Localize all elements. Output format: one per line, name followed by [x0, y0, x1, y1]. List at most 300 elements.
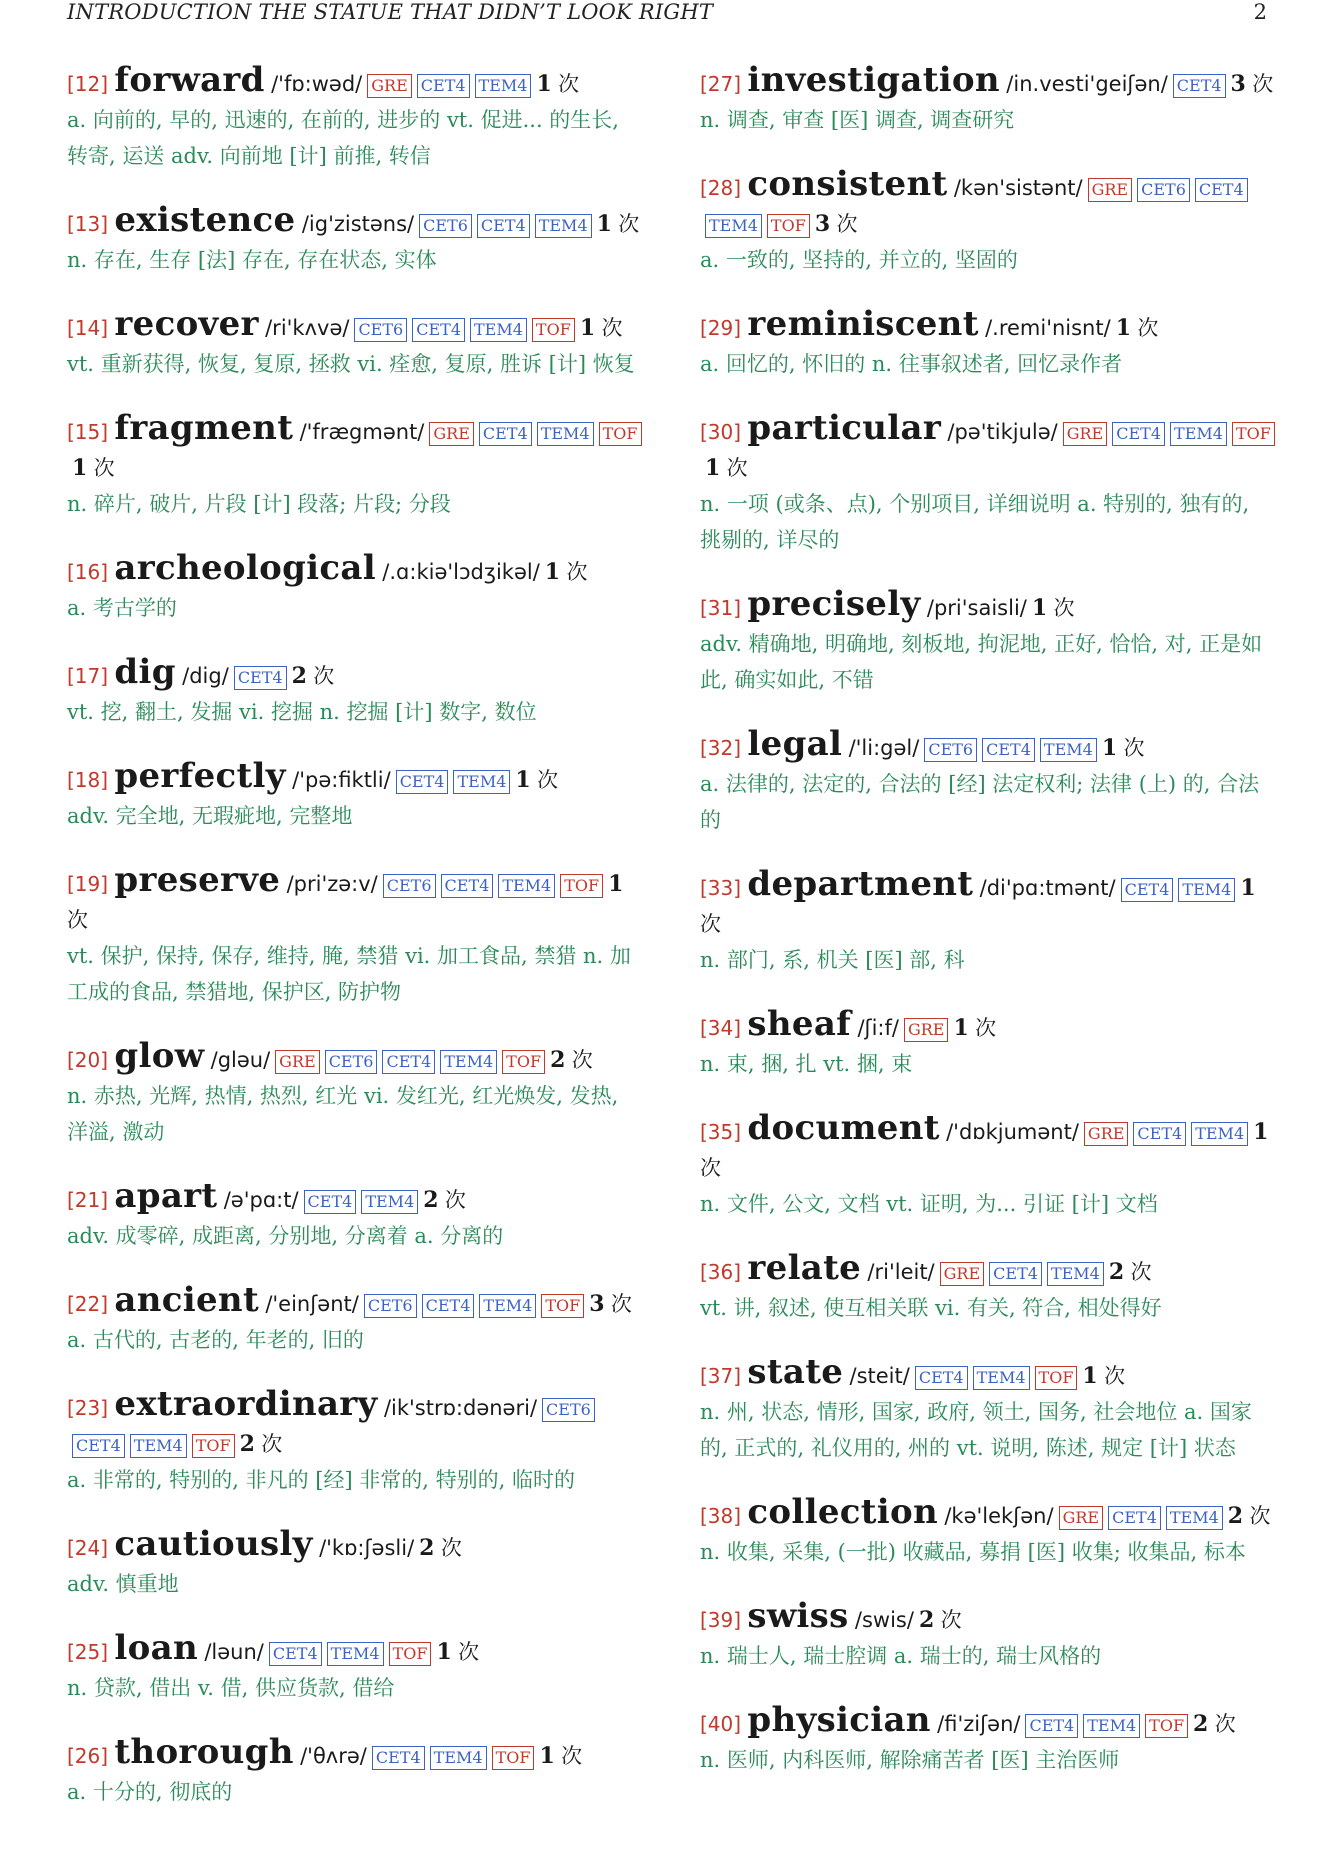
phonetic: /swis/ [854, 1608, 914, 1632]
headword: archeological [114, 548, 376, 588]
entry-headline [700, 62, 1275, 102]
definition: n. 存在, 生存 [法] 存在, 存在状态, 实体 [67, 248, 437, 272]
exam-tag-tem4: TEM4 [430, 1746, 487, 1770]
phonetic: /ig'zistəns/ [301, 212, 415, 236]
entry-headline [67, 306, 642, 346]
occurrence-unit: 次 [1130, 1260, 1152, 1284]
phonetic: /'einʃənt/ [265, 1292, 359, 1316]
entry-headline [700, 1250, 1275, 1290]
definition: a. 一致的, 坚持的, 并立的, 坚固的 [700, 248, 1018, 272]
occurrence-unit: 次 [940, 1608, 962, 1632]
headword: fragment [114, 408, 294, 448]
phonetic: /'dɒkjumənt/ [946, 1120, 1079, 1144]
exam-tag-cet4: CET4 [422, 1294, 475, 1318]
occurrence-unit: 次 [440, 1536, 462, 1560]
definition: n. 瑞士人, 瑞士腔调 a. 瑞士的, 瑞士风格的 [700, 1644, 1102, 1668]
entry-headline [700, 1006, 1275, 1046]
entry-headline [67, 862, 642, 938]
headword: precisely [747, 584, 921, 624]
occurrence-unit: 次 [537, 768, 559, 792]
vocab-entry [67, 550, 642, 626]
occurrence-unit: 次 [610, 1292, 632, 1316]
exam-tag-cet4: CET4 [1173, 74, 1226, 98]
exam-tag-tem4: TEM4 [535, 214, 592, 238]
entry-headline [67, 62, 642, 102]
occurrence-unit: 次 [558, 72, 580, 96]
occurrence-count: 1 [608, 871, 624, 897]
entry-number: [15] [67, 420, 109, 444]
vocab-entry [67, 62, 642, 174]
occurrence-count: 3 [589, 1291, 605, 1317]
exam-tag-tem4: TEM4 [470, 318, 527, 342]
vocab-entry [67, 654, 642, 730]
definition: adv. 成零碎, 成距离, 分别地, 分离着 a. 分离的 [67, 1224, 504, 1248]
exam-tag-tem4: TEM4 [1166, 1506, 1223, 1530]
exam-tag-tof: TOF [532, 318, 575, 342]
entry-headline [700, 1702, 1275, 1742]
occurrence-unit: 次 [836, 212, 858, 236]
occurrence-unit: 次 [261, 1432, 283, 1456]
entry-headline [700, 1494, 1275, 1534]
occurrence-unit: 次 [458, 1640, 480, 1664]
occurrence-unit: 次 [1053, 596, 1075, 620]
definition: adv. 精确地, 明确地, 刻板地, 拘泥地, 正好, 恰恰, 对, 正是如此, 确实如此, 不错 [700, 632, 1263, 692]
exam-tag-cet4: CET4 [441, 874, 494, 898]
chapter-title: INTRODUCTION THE STATUE THAT DIDN’T LOOK RIGHT [67, 0, 714, 24]
occurrence-unit: 次 [67, 908, 88, 932]
definition: a. 十分的, 彻底的 [67, 1780, 233, 1804]
entry-headline [700, 1110, 1275, 1186]
definition: a. 非常的, 特别的, 非凡的 [经] 非常的, 特别的, 临时的 [67, 1468, 576, 1492]
exam-tag-tem4: TEM4 [498, 874, 555, 898]
vocab-entry [67, 410, 642, 522]
phonetic: /in.vesti'geiʃən/ [1006, 72, 1168, 96]
definition: n. 部门, 系, 机关 [医] 部, 科 [700, 948, 965, 972]
vocab-entry [67, 1282, 642, 1358]
phonetic: /ri'kʌvə/ [265, 316, 350, 340]
occurrence-count: 2 [1108, 1259, 1125, 1285]
occurrence-count: 1 [1253, 1119, 1269, 1145]
exam-tag-tem4: TEM4 [479, 1294, 536, 1318]
exam-tag-tof: TOF [767, 214, 810, 238]
occurrence-unit: 次 [618, 212, 640, 236]
exam-tag-gre: GRE [429, 422, 474, 446]
exam-tag-gre: GRE [1059, 1506, 1104, 1530]
occurrence-count: 2 [1193, 1711, 1209, 1737]
vocab-entry [700, 1702, 1275, 1778]
vocab-entry [67, 306, 642, 382]
entry-number: [32] [700, 736, 742, 760]
occurrence-unit: 次 [1137, 316, 1159, 340]
occurrence-count: 1 [579, 315, 596, 341]
occurrence-count: 1 [539, 1743, 555, 1769]
headword: physician [747, 1700, 931, 1740]
occurrence-unit: 次 [561, 1744, 583, 1768]
phonetic: /ri'leit/ [867, 1260, 935, 1284]
occurrence-count: 2 [419, 1535, 435, 1561]
entry-number: [39] [700, 1608, 742, 1632]
exam-tag-cet6: CET6 [383, 874, 436, 898]
occurrence-count: 3 [814, 211, 831, 237]
exam-tag-cet4: CET4 [1112, 422, 1165, 446]
entry-number: [34] [700, 1016, 742, 1040]
headword: cautiously [114, 1524, 313, 1564]
exam-tag-tof: TOF [541, 1294, 584, 1318]
headword: legal [747, 724, 843, 764]
entry-headline [67, 410, 642, 486]
phonetic: /ik'strɒ:dənəri/ [383, 1396, 538, 1420]
definition: a. 向前的, 早的, 迅速的, 在前的, 进步的 vt. 促进... 的生长, 转寄, 运送 adv. 向前地 [计] 前推, 转信 [67, 108, 619, 168]
headword: glow [114, 1036, 205, 1076]
entry-number: [35] [700, 1120, 742, 1144]
exam-tag-tem4: TEM4 [475, 74, 532, 98]
definition: n. 州, 状态, 情形, 国家, 政府, 领土, 国务, 社会地位 a. 国家的, 正式的, 礼仪用的, 州的 vt. 说明, 陈述, 规定 [计] 状态 [700, 1400, 1252, 1460]
exam-tag-cet4: CET4 [382, 1050, 435, 1074]
exam-tag-tem4: TEM4 [1083, 1714, 1140, 1738]
phonetic: /gləu/ [210, 1048, 271, 1072]
occurrence-count: 1 [72, 455, 88, 481]
vocab-entry [67, 758, 642, 834]
headword: existence [114, 200, 296, 240]
definition: n. 赤热, 光辉, 热情, 热烈, 红光 vi. 发红光, 红光焕发, 发热, 洋溢, 激动 [67, 1084, 619, 1144]
vocab-entry [700, 306, 1275, 382]
exam-tag-tem4: TEM4 [453, 770, 510, 794]
exam-tag-tem4: TEM4 [1191, 1122, 1248, 1146]
entry-number: [19] [67, 872, 109, 896]
definition: n. 医师, 内科医师, 解除痛苦者 [医] 主治医师 [700, 1748, 1120, 1772]
page-header [67, 0, 1267, 30]
occurrence-count: 1 [1031, 595, 1048, 621]
vocab-entry [700, 1598, 1275, 1674]
phonetic: /'li:gəl/ [848, 736, 920, 760]
exam-tag-tof: TOF [1145, 1714, 1188, 1738]
entry-headline [67, 654, 642, 694]
occurrence-count: 2 [550, 1047, 566, 1073]
occurrence-unit: 次 [700, 912, 721, 936]
exam-tag-tem4: TEM4 [327, 1642, 384, 1666]
entry-number: [40] [700, 1712, 742, 1736]
headword: recover [114, 304, 259, 344]
vocab-entry [67, 1526, 642, 1602]
exam-tag-cet4: CET4 [989, 1262, 1042, 1286]
definition: n. 贷款, 借出 v. 借, 供应货款, 借给 [67, 1676, 395, 1700]
phonetic: /ə'pɑ:t/ [223, 1188, 299, 1212]
phonetic: /.ɑ:kiə'lɔdʒikəl/ [382, 560, 540, 584]
vocab-entry [700, 1494, 1275, 1570]
entry-number: [18] [67, 768, 109, 792]
exam-tag-tof: TOF [560, 874, 603, 898]
entry-number: [12] [67, 72, 109, 96]
vocab-entry [700, 1250, 1275, 1326]
occurrence-unit: 次 [313, 664, 335, 688]
occurrence-count: 2 [423, 1187, 439, 1213]
headword: apart [114, 1176, 218, 1216]
right-column [700, 62, 1275, 1806]
vocab-entry [67, 202, 642, 278]
exam-tag-cet4: CET4 [479, 422, 532, 446]
occurrence-count: 1 [596, 211, 612, 237]
phonetic: /kə'lekʃən/ [944, 1504, 1054, 1528]
occurrence-unit: 次 [700, 1156, 721, 1180]
headword: department [747, 864, 974, 904]
entry-number: [28] [700, 176, 742, 200]
definition: a. 回忆的, 怀旧的 n. 往事叙述者, 回忆录作者 [700, 352, 1123, 376]
headword: relate [747, 1248, 862, 1288]
exam-tag-cet4: CET4 [1025, 1714, 1078, 1738]
vocab-entry [700, 1006, 1275, 1082]
vocab-entry [67, 862, 642, 1010]
definition: n. 调查, 审查 [医] 调查, 调查研究 [700, 108, 1015, 132]
occurrence-unit: 次 [1249, 1504, 1271, 1528]
phonetic: /pri'zə:v/ [286, 872, 378, 896]
exam-tag-cet6: CET6 [419, 214, 472, 238]
occurrence-count: 1 [953, 1015, 969, 1041]
entry-headline [67, 1038, 642, 1078]
entry-number: [21] [67, 1188, 109, 1212]
entry-number: [25] [67, 1640, 109, 1664]
exam-tag-tem4: TEM4 [1047, 1262, 1104, 1286]
exam-tag-gre: GRE [940, 1262, 985, 1286]
entry-number: [20] [67, 1048, 109, 1072]
exam-tag-tem4: TEM4 [537, 422, 594, 446]
exam-tag-tem4: TEM4 [361, 1190, 418, 1214]
headword: investigation [747, 60, 1000, 100]
entry-headline [700, 306, 1275, 346]
occurrence-unit: 次 [1104, 1364, 1126, 1388]
vocab-entry [67, 1630, 642, 1706]
headword: reminiscent [747, 304, 979, 344]
exam-tag-cet4: CET4 [1133, 1122, 1186, 1146]
exam-tag-tem4: TEM4 [440, 1050, 497, 1074]
exam-tag-gre: GRE [904, 1018, 949, 1042]
entry-number: [37] [700, 1364, 742, 1388]
entry-number: [27] [700, 72, 742, 96]
entry-number: [33] [700, 876, 742, 900]
definition: vt. 保护, 保持, 保存, 维持, 腌, 禁猎 vi. 加工食品, 禁猎 n. 加工成的食品, 禁猎地, 保护区, 防护物 [67, 944, 631, 1004]
entry-number: [23] [67, 1396, 109, 1420]
exam-tag-cet4: CET4 [1195, 178, 1248, 202]
exam-tag-cet4: CET4 [412, 318, 465, 342]
entry-number: [26] [67, 1744, 109, 1768]
entry-headline [700, 1354, 1275, 1394]
occurrence-count: 2 [1227, 1503, 1244, 1529]
phonetic: /'θʌrə/ [300, 1744, 367, 1768]
exam-tag-cet4: CET4 [72, 1434, 125, 1458]
entry-headline [700, 1598, 1275, 1638]
left-column [67, 62, 642, 1838]
phonetic: /dig/ [182, 664, 229, 688]
headword: swiss [747, 1596, 849, 1636]
exam-tag-cet4: CET4 [1108, 1506, 1161, 1530]
entry-number: [16] [67, 560, 109, 584]
entry-headline [700, 586, 1275, 626]
exam-tag-cet4: CET4 [477, 214, 530, 238]
exam-tag-cet4: CET4 [304, 1190, 357, 1214]
vocab-entry [67, 1734, 642, 1810]
exam-tag-gre: GRE [1088, 178, 1133, 202]
headword: state [747, 1352, 844, 1392]
vocab-entry [700, 1354, 1275, 1466]
headword: ancient [114, 1280, 259, 1320]
definition: a. 古代的, 古老的, 年老的, 旧的 [67, 1328, 364, 1352]
vocab-entry [67, 1038, 642, 1150]
exam-tag-gre: GRE [275, 1050, 320, 1074]
phonetic: /'kɒ:ʃəsli/ [319, 1536, 415, 1560]
phonetic: /'pə:fiktli/ [292, 768, 391, 792]
definition: n. 一项 (或条、点), 个别项目, 详细说明 a. 特别的, 独有的, 挑剔的, 详尽的 [700, 492, 1250, 552]
vocab-entry [700, 410, 1275, 558]
exam-tag-cet6: CET6 [542, 1398, 595, 1422]
exam-tag-cet6: CET6 [364, 1294, 417, 1318]
exam-tag-cet4: CET4 [269, 1642, 322, 1666]
exam-tag-tem4: TEM4 [973, 1366, 1030, 1390]
headword: forward [114, 60, 265, 100]
definition: n. 收集, 采集, (一批) 收藏品, 募捐 [医] 收集; 收集品, 标本 [700, 1540, 1246, 1564]
entry-number: [31] [700, 596, 742, 620]
occurrence-unit: 次 [566, 560, 588, 584]
occurrence-count: 1 [536, 71, 552, 97]
entry-number: [29] [700, 316, 742, 340]
entry-headline [67, 1734, 642, 1774]
entry-number: [30] [700, 420, 742, 444]
entry-number: [14] [67, 316, 109, 340]
occurrence-count: 1 [544, 559, 561, 585]
entry-headline [67, 1526, 642, 1566]
entry-number: [13] [67, 212, 109, 236]
definition: a. 法律的, 法定的, 合法的 [经] 法定权利; 法律 (上) 的, 合法的 [700, 772, 1260, 832]
entry-headline [67, 550, 642, 590]
vocab-entry [700, 166, 1275, 278]
phonetic: /di'pɑ:tmənt/ [979, 876, 1116, 900]
exam-tag-tof: TOF [599, 422, 642, 446]
exam-tag-cet4: CET4 [1121, 878, 1174, 902]
occurrence-unit: 次 [571, 1048, 593, 1072]
exam-tag-tem4: TEM4 [1040, 738, 1097, 762]
exam-tag-tof: TOF [1035, 1366, 1078, 1390]
definition: n. 束, 捆, 扎 vt. 捆, 束 [700, 1052, 913, 1076]
exam-tag-cet4: CET4 [396, 770, 449, 794]
entry-headline [67, 1178, 642, 1218]
exam-tag-cet6: CET6 [325, 1050, 378, 1074]
entry-headline [700, 410, 1275, 486]
occurrence-count: 2 [291, 663, 307, 689]
phonetic: /ʃi:f/ [857, 1016, 899, 1040]
occurrence-unit: 次 [1214, 1712, 1236, 1736]
phonetic: /pri'saisli/ [926, 596, 1027, 620]
exam-tag-tem4: TEM4 [1178, 878, 1235, 902]
phonetic: /pə'tikjulə/ [947, 420, 1058, 444]
definition: vt. 挖, 翻土, 发掘 vi. 挖掘 n. 挖掘 [计] 数字, 数位 [67, 700, 537, 724]
occurrence-unit: 次 [93, 456, 115, 480]
occurrence-count: 1 [515, 767, 531, 793]
headword: thorough [114, 1732, 294, 1772]
exam-tag-cet4: CET4 [372, 1746, 425, 1770]
entry-number: [24] [67, 1536, 109, 1560]
definition: a. 考古学的 [67, 596, 177, 620]
headword: perfectly [114, 756, 286, 796]
exam-tag-tem4: TEM4 [130, 1434, 187, 1458]
definition: n. 碎片, 破片, 片段 [计] 段落; 片段; 分段 [67, 492, 451, 516]
vocab-entry [67, 1178, 642, 1254]
entry-headline [700, 166, 1275, 242]
occurrence-count: 3 [1230, 71, 1246, 97]
exam-tag-cet6: CET6 [1137, 178, 1190, 202]
phonetic: /'frægmənt/ [299, 420, 425, 444]
exam-tag-gre: GRE [1063, 422, 1108, 446]
exam-tag-tof: TOF [1232, 422, 1275, 446]
headword: preserve [114, 860, 281, 900]
exam-tag-gre: GRE [1084, 1122, 1129, 1146]
exam-tag-cet4: CET4 [234, 666, 287, 690]
entry-headline [67, 1386, 642, 1462]
exam-tag-tof: TOF [192, 1434, 235, 1458]
entry-headline [700, 866, 1275, 942]
occurrence-count: 1 [1101, 735, 1118, 761]
occurrence-unit: 次 [1123, 736, 1145, 760]
headword: document [747, 1108, 940, 1148]
vocab-entry [700, 726, 1275, 838]
headword: dig [114, 652, 176, 692]
exam-tag-gre: GRE [367, 74, 412, 98]
exam-tag-cet4: CET4 [417, 74, 470, 98]
entry-number: [22] [67, 1292, 109, 1316]
occurrence-unit: 次 [1252, 72, 1274, 96]
definition: adv. 慎重地 [67, 1572, 179, 1596]
entry-headline [67, 1282, 642, 1322]
definition: vt. 讲, 叙述, 使互相关联 vi. 有关, 符合, 相处得好 [700, 1296, 1162, 1320]
definition: adv. 完全地, 无瑕疵地, 完整地 [67, 804, 353, 828]
phonetic: /steit/ [849, 1364, 910, 1388]
headword: extraordinary [114, 1384, 378, 1424]
occurrence-count: 2 [918, 1607, 935, 1633]
exam-tag-tof: TOF [502, 1050, 545, 1074]
definition: n. 文件, 公文, 文档 vt. 证明, 为... 引证 [计] 文档 [700, 1192, 1158, 1216]
phonetic: /'fɒ:wəd/ [271, 72, 363, 96]
occurrence-unit: 次 [975, 1016, 997, 1040]
vocab-entry [700, 1110, 1275, 1222]
phonetic: /ləun/ [204, 1640, 264, 1664]
phonetic: /.remi'nisnt/ [985, 316, 1111, 340]
occurrence-count: 1 [1115, 315, 1131, 341]
entry-number: [17] [67, 664, 109, 688]
occurrence-count: 2 [239, 1431, 255, 1457]
entry-number: [36] [700, 1260, 742, 1284]
headword: loan [114, 1628, 198, 1668]
vocab-entry [700, 866, 1275, 978]
headword: consistent [747, 164, 948, 204]
entry-headline [67, 758, 642, 798]
occurrence-unit: 次 [601, 316, 623, 340]
headword: sheaf [747, 1004, 852, 1044]
occurrence-count: 1 [436, 1639, 452, 1665]
exam-tag-cet4: CET4 [982, 738, 1035, 762]
occurrence-count: 1 [1240, 875, 1256, 901]
exam-tag-cet6: CET6 [924, 738, 977, 762]
definition: vt. 重新获得, 恢复, 复原, 拯救 vi. 痊愈, 复原, 胜诉 [计] 恢复 [67, 352, 635, 376]
entry-headline [67, 202, 642, 242]
occurrence-count: 1 [705, 455, 721, 481]
entry-headline [700, 726, 1275, 766]
vocab-entry [67, 1386, 642, 1498]
exam-tag-tem4: TEM4 [705, 214, 762, 238]
headword: collection [747, 1492, 938, 1532]
occurrence-count: 1 [1082, 1363, 1098, 1389]
phonetic: /kən'sistənt/ [953, 176, 1083, 200]
entry-headline [67, 1630, 642, 1670]
occurrence-unit: 次 [726, 456, 748, 480]
vocab-entry [700, 586, 1275, 698]
phonetic: /fi'ziʃən/ [937, 1712, 1021, 1736]
